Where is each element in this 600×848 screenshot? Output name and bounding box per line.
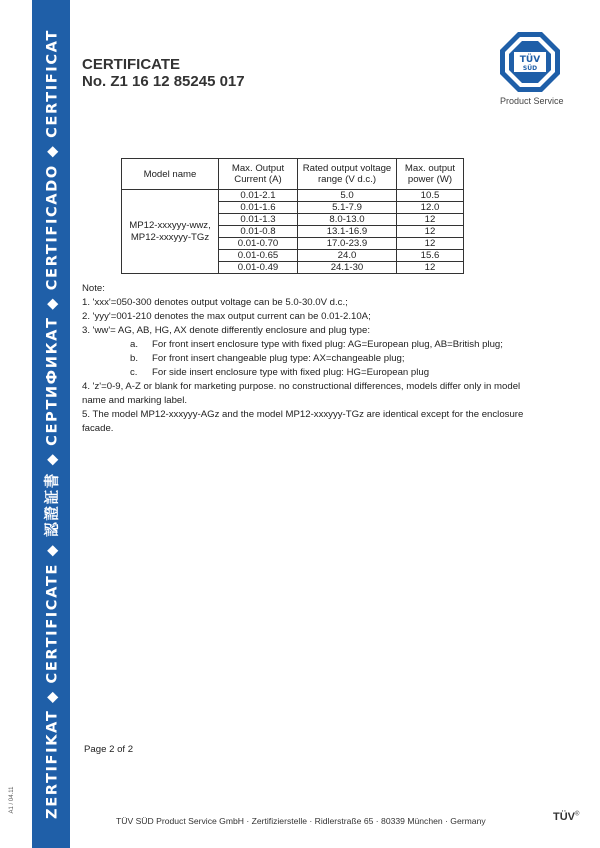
power-cell: 10.5 bbox=[397, 190, 464, 202]
table-header-row bbox=[122, 159, 464, 190]
model-name-2: MP12-xxxyyy-TGz bbox=[130, 231, 210, 243]
note-3b bbox=[130, 352, 527, 366]
note-3a-text: For front insert enclosure type with fixed plug: AG=European plug, AB=British plug; bbox=[152, 339, 503, 350]
model-name-1: MP12-xxxyyy-wwz, bbox=[129, 219, 211, 231]
footer-logo-text: TÜV bbox=[553, 811, 575, 823]
power-cell: 12 bbox=[397, 238, 464, 250]
current-cell: 0.01-0.8 bbox=[219, 226, 298, 238]
certificate-number: No. Z1 16 12 85245 017 bbox=[82, 73, 245, 90]
note-3: 3. 'ww'= AG, AB, HG, AX denote differently enclosure and plug type: bbox=[82, 325, 371, 336]
col-model-name: Model name bbox=[122, 159, 219, 190]
voltage-cell: 13.1-16.9 bbox=[298, 226, 397, 238]
power-cell: 12.0 bbox=[397, 202, 464, 214]
current-cell: 0.01-0.70 bbox=[219, 238, 298, 250]
voltage-cell: 8.0-13.0 bbox=[298, 214, 397, 226]
side-band-text: ZERTIFIKAT ◆ CERTIFICATE ◆ 認證証書 ◆ СЕРТИФИКАТ ◆ CERTIFICADO ◆ CERTIFICAT bbox=[43, 29, 61, 819]
voltage-cell: 5.1-7.9 bbox=[298, 202, 397, 214]
voltage-cell: 24.0 bbox=[298, 250, 397, 262]
note-3c bbox=[130, 366, 527, 380]
note-3a-mark: a. bbox=[130, 339, 139, 350]
note-3a bbox=[130, 338, 527, 352]
tuv-logo bbox=[498, 30, 562, 99]
model-name-cell bbox=[122, 190, 219, 274]
tuv-octagon-icon bbox=[498, 30, 562, 94]
note-3c-mark: c. bbox=[130, 367, 138, 378]
current-cell: 0.01-0.49 bbox=[219, 262, 298, 274]
notes-label: Note: bbox=[82, 283, 105, 294]
current-cell: 0.01-0.65 bbox=[219, 250, 298, 262]
note-5: 5. The model MP12-xxxyyy-AGz and the model MP12-xxxyyy-TGz are identical except for the enclosure facade. bbox=[82, 409, 524, 434]
current-cell: 0.01-1.6 bbox=[219, 202, 298, 214]
logo-text-bottom: SÜD bbox=[522, 65, 538, 72]
col-max-power: Max. output power (W) bbox=[397, 159, 464, 190]
power-cell: 15.6 bbox=[397, 250, 464, 262]
col-voltage-range: Rated output voltage range (V d.c.) bbox=[298, 159, 397, 190]
notes bbox=[82, 282, 527, 436]
spec-table bbox=[121, 158, 464, 274]
power-cell: 12 bbox=[397, 214, 464, 226]
logo-text-top: TÜV bbox=[519, 55, 541, 65]
power-cell: 12 bbox=[397, 226, 464, 238]
voltage-cell: 24.1-30 bbox=[298, 262, 397, 274]
registered-mark: ® bbox=[575, 811, 580, 818]
col-max-current: Max. Output Current (A) bbox=[219, 159, 298, 190]
current-cell: 0.01-1.3 bbox=[219, 214, 298, 226]
certificate-title: CERTIFICATE bbox=[82, 56, 181, 73]
side-band bbox=[0, 0, 70, 848]
note-3b-mark: b. bbox=[130, 353, 139, 364]
logo-caption: Product Service bbox=[500, 96, 564, 106]
note-3b-text: For front insert changeable plug type: AX=changeable plug; bbox=[152, 353, 405, 364]
voltage-cell: 17.0-23.9 bbox=[298, 238, 397, 250]
note-1: 1. 'xxx'=050-300 denotes output voltage can be 5.0-30.0V d.c.; bbox=[82, 297, 348, 308]
table-row bbox=[122, 190, 464, 202]
page-number: Page 2 of 2 bbox=[84, 744, 134, 755]
footer-address: TÜV SÜD Product Service GmbH · Zertifizierstelle · Ridlerstraße 65 · 80339 München · Germany bbox=[116, 816, 486, 826]
certificate-heading bbox=[82, 56, 245, 90]
voltage-cell: 5.0 bbox=[298, 190, 397, 202]
footer-tuv-logo bbox=[553, 811, 579, 823]
note-3c-text: For side insert enclosure type with fixed plug: HG=European plug bbox=[152, 367, 430, 378]
note-2: 2. 'yyy'=001-210 denotes the max output current can be 0.01-2.10A; bbox=[82, 311, 371, 322]
form-code: A1 / 04.11 bbox=[9, 786, 15, 814]
note-4: 4. 'z'=0-9, A-Z or blank for marketing purpose. no constructional differences, models differ only in model name and marking label. bbox=[82, 381, 521, 406]
current-cell: 0.01-2.1 bbox=[219, 190, 298, 202]
power-cell: 12 bbox=[397, 262, 464, 274]
